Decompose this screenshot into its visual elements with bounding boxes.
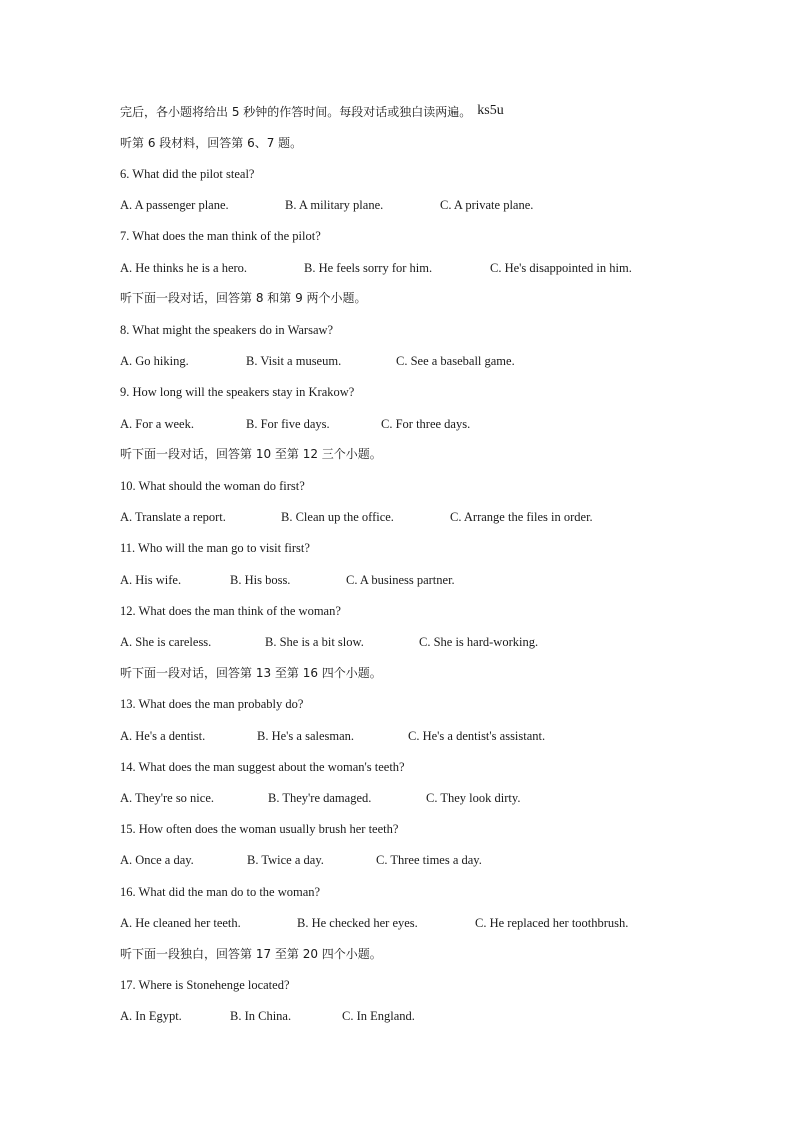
option-7b: B. He feels sorry for him. <box>304 261 433 275</box>
option-14b: B. They're damaged. <box>268 791 372 805</box>
option-8b: B. Visit a museum. <box>246 354 342 368</box>
option-14c: C. They look dirty. <box>426 791 521 805</box>
question-7: 7. What does the man think of the pilot? <box>120 229 321 243</box>
question-15: 15. How often does the woman usually brush her teeth? <box>120 822 399 836</box>
option-15a: A. Once a day. <box>120 853 194 867</box>
question-14: 14. What does the man suggest about the woman's teeth? <box>120 760 405 774</box>
option-12a: A. She is careless. <box>120 635 212 649</box>
option-15c: C. Three times a day. <box>376 853 482 867</box>
question-16: 16. What did the man do to the woman? <box>120 885 321 899</box>
option-17a: A. In Egypt. <box>120 1009 182 1023</box>
option-9a: A. For a week. <box>120 417 194 431</box>
section-header-8: 听下面一段对话，回答第 8 和第 9 两个小题。 <box>120 291 367 305</box>
option-6b: B. A military plane. <box>285 198 384 212</box>
option-10a: A. Translate a report. <box>120 510 226 524</box>
question-12: 12. What does the man think of the woman? <box>120 604 341 618</box>
section-header-10: 听下面一段对话，回答第 10 至第 12 三个小题。 <box>120 447 382 461</box>
option-17c: C. In England. <box>342 1009 415 1023</box>
option-15b: B. Twice a day. <box>247 853 324 867</box>
option-12c: C. She is hard-working. <box>419 635 539 649</box>
question-8: 8. What might the speakers do in Warsaw? <box>120 323 334 337</box>
option-16a: A. He cleaned her teeth. <box>120 916 241 930</box>
option-16c: C. He replaced her toothbrush. <box>475 916 629 930</box>
option-14a: A. They're so nice. <box>120 791 215 805</box>
option-6c: C. A private plane. <box>440 198 534 212</box>
watermark-text: ks5u <box>477 103 504 118</box>
question-9: 9. How long will the speakers stay in Krakow? <box>120 385 355 399</box>
option-7c: C. He's disappointed in him. <box>490 261 632 275</box>
option-13c: C. He's a dentist's assistant. <box>408 729 546 743</box>
section-header-17: 听下面一段独白，回答第 17 至第 20 四个小题。 <box>120 947 382 961</box>
option-9b: B. For five days. <box>246 417 330 431</box>
question-17: 17. Where is Stonehenge located? <box>120 978 290 992</box>
option-9c: C. For three days. <box>381 417 471 431</box>
option-13b: B. He's a salesman. <box>257 729 355 743</box>
option-17b: B. In China. <box>230 1009 292 1023</box>
option-16b: B. He checked her eyes. <box>297 916 418 930</box>
option-11b: B. His boss. <box>230 573 291 587</box>
section-header-13: 听下面一段对话，回答第 13 至第 16 四个小题。 <box>120 666 382 680</box>
intro-line <box>120 104 504 121</box>
option-13a: A. He's a dentist. <box>120 729 206 743</box>
option-10c: C. Arrange the files in order. <box>450 510 593 524</box>
option-11a: A. His wife. <box>120 573 182 587</box>
option-6a: A. A passenger plane. <box>120 198 229 212</box>
section-header-6: 听第 6 段材料，回答第 6、7 题。 <box>120 136 303 150</box>
option-7a: A. He thinks he is a hero. <box>120 261 248 275</box>
question-10: 10. What should the woman do first? <box>120 479 305 493</box>
option-10b: B. Clean up the office. <box>281 510 394 524</box>
option-8c: C. See a baseball game. <box>396 354 515 368</box>
intro-text: 完后，各小题将给出 5 秒钟的作答时间。每段对话或独白读两遍。 <box>120 105 472 119</box>
option-11c: C. A business partner. <box>346 573 455 587</box>
option-8a: A. Go hiking. <box>120 354 189 368</box>
option-12b: B. She is a bit slow. <box>265 635 364 649</box>
question-6: 6. What did the pilot steal? <box>120 167 255 181</box>
question-13: 13. What does the man probably do? <box>120 697 304 711</box>
question-11: 11. Who will the man go to visit first? <box>120 541 310 555</box>
